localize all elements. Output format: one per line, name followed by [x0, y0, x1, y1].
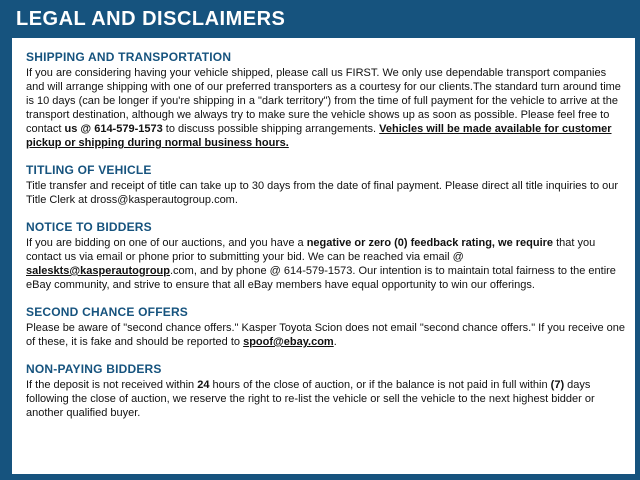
text-run: If you are considering having your vehicle shipped, please call us FIRST. We only use dependable transport companies and will arrange shipping with one of our preferred transporters as a courtesy for our clients.The standard turn around time is 10 days (can be longer if you're shipping in a "dark territory") from the time of full payment for the vehicle to arrive at the transport destination, although we always try to make sure the vehicle shows up as soon as possible. Please feel free to contact	[26, 67, 621, 135]
section-heading: NON-PAYING BIDDERS	[26, 362, 162, 376]
section-shipping-and-transportation	[26, 50, 625, 150]
page-title: LEGAL AND DISCLAIMERS	[16, 8, 286, 30]
text-run: (7)	[550, 379, 565, 391]
text-run: 24	[197, 379, 210, 391]
text-run: If the deposit is not received within	[26, 379, 198, 391]
text-run: .	[333, 336, 337, 348]
text-run: Please be aware of "second chance offers." Kasper Toyota Scion does not email "second chance offers." If you receive one of these, it is fake and should be reported to	[26, 322, 625, 348]
email-link[interactable]: saleskts@kasperautogroup	[26, 265, 170, 277]
text-run: If you are bidding on one of our auctions, and you have a	[26, 237, 307, 249]
section-non-paying-bidders	[26, 362, 625, 420]
section-notice-to-bidders	[26, 220, 625, 292]
text-run: hours of the close of auction, or if the balance is not paid in full within	[209, 379, 551, 391]
text-run: us @ 614-579-1573	[64, 123, 163, 135]
section-body	[26, 321, 625, 349]
section-heading: SHIPPING AND TRANSPORTATION	[26, 50, 232, 64]
section-body	[26, 236, 625, 292]
page-header	[0, 0, 640, 38]
section-heading: TITLING OF VEHICLE	[26, 163, 152, 177]
section-body	[26, 179, 625, 207]
section-body	[26, 378, 625, 420]
section-body	[26, 66, 625, 150]
text-run: that you contact us via email or phone prior to submitting your bid. We can be reached via email @	[26, 237, 596, 263]
text-run: Vehicles will be made available for customer pickup or shipping during normal business hours.	[26, 123, 612, 149]
text-run: days following the close of auction, we reserve the right to re-list the vehicle or sell the vehicle to the next highest bidder or another qualified buyer.	[26, 379, 595, 419]
text-run: to discuss possible shipping arrangements.	[162, 123, 380, 135]
section-heading: NOTICE TO BIDDERS	[26, 220, 152, 234]
text-run: Title transfer and receipt of title can take up to 30 days from the date of final payment. Please direct all title inquiries to our Title Clerk at dross@kasperautogroup.com.	[26, 180, 619, 206]
section-second-chance-offers	[26, 305, 625, 349]
section-titling-of-vehicle	[26, 163, 625, 207]
content-area	[12, 38, 635, 420]
email-link[interactable]: spoof@ebay.com	[243, 336, 334, 348]
text-run: negative or zero (0) feedback rating, we require	[306, 237, 554, 249]
section-heading: SECOND CHANCE OFFERS	[26, 305, 189, 319]
text-run: .com, and by phone @ 614-579-1573. Our intention is to maintain total fairness to the entire eBay community, and strive to ensure that all eBay members have equal opportunity to win our offerings.	[26, 265, 616, 291]
